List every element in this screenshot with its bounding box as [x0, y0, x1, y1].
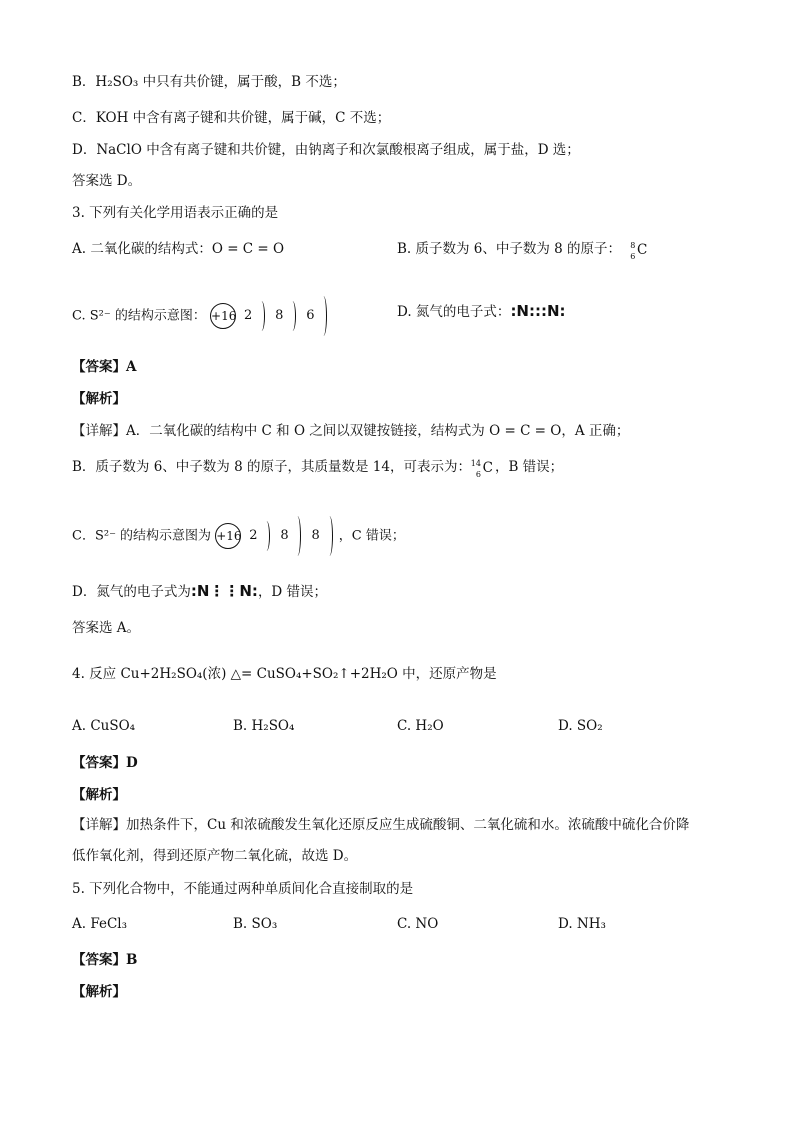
detail-text: ，D 错误； [257, 584, 328, 600]
detail-text: B．质子数为 6、中子数为 8 的原子，其质量数是 14，可表示为： [72, 459, 471, 475]
nucleus-circle: +16 [210, 303, 236, 329]
detail-line: 【详解】A．二氧化碳的结构中 C 和 O 之间以双键按链接，结构式为 O = C = O，A 正确； [72, 423, 630, 439]
text-line: D．NaClO 中含有离子键和共价键，由钠离子和次氯酸根离子组成，属于盐，D 选； [72, 142, 580, 158]
shell-arc [263, 521, 270, 551]
mass-number: 14 [470, 458, 481, 468]
answer-label: 【答案】D [72, 755, 138, 771]
option-d: D. NH₃ [558, 916, 606, 932]
text-line: C．KOH 中含有离子键和共价键，属于碱，C 不选； [72, 110, 391, 126]
shell-electrons: 2 [244, 308, 253, 323]
shell-arc [326, 516, 333, 556]
option-a: A. 二氧化碳的结构式：O = C = O [72, 241, 285, 257]
option-c-text: C. S²⁻ 的结构示意图： [72, 308, 206, 324]
nuclide-symbol [470, 458, 493, 479]
element-symbol: C [482, 459, 493, 476]
detail-line [72, 582, 327, 601]
option-c [72, 296, 329, 336]
shell-electrons: 8 [275, 308, 284, 323]
option-a: A. FeCl₃ [72, 916, 128, 932]
text-line: 答案选 D。 [72, 173, 142, 189]
shell-arc [258, 301, 265, 331]
element-symbol: C [637, 241, 648, 258]
shell-arc [294, 516, 301, 556]
option-b [397, 240, 648, 261]
answer-label: 【答案】B [72, 952, 138, 968]
atomic-number: 6 [475, 469, 481, 479]
detail-text: ，B 错误； [494, 459, 564, 475]
shell-electrons: 8 [311, 528, 320, 543]
shell-arc [289, 301, 296, 331]
shell-arc [320, 296, 327, 336]
answer-label: 【答案】A [72, 359, 137, 375]
analysis-label: 【解析】 [72, 984, 126, 1000]
shell-electrons: 8 [280, 528, 289, 543]
nucleus-circle: +16 [215, 523, 241, 549]
option-b: B. SO₃ [233, 916, 278, 932]
option-b-text: B. 质子数为 6、中子数为 8 的原子： [397, 241, 622, 257]
option-d [397, 302, 566, 321]
option-d: D. SO₂ [558, 718, 603, 734]
atomic-number: 6 [630, 251, 636, 261]
detail-line [72, 458, 563, 477]
shell-electrons: 2 [249, 528, 258, 543]
detail-line: 【详解】加热条件下，Cu 和浓硫酸发生氧化还原反应生成硫酸铜、二氧化硫和水。浓硫酸中硫化合价降 [72, 817, 690, 833]
detail-text: D．氮气的电子式为 [72, 584, 191, 600]
shell-electrons: 6 [306, 308, 315, 323]
mass-number: 8 [630, 240, 636, 250]
detail-line: 低作氧化剂，得到还原产物二氧化硫，故选 D。 [72, 848, 358, 864]
analysis-label: 【解析】 [72, 391, 126, 407]
detail-text: ，C 错误； [338, 528, 405, 544]
option-c: C. H₂O [397, 718, 444, 734]
question-3-stem: 3. 下列有关化学用语表示正确的是 [72, 205, 279, 221]
detail-text: C．S²⁻ 的结构示意图为 [72, 528, 212, 544]
detail-line [72, 516, 405, 556]
electron-formula: :N⋮⋮N: [190, 582, 258, 600]
electron-formula: :N:::N: [510, 302, 566, 320]
question-4-stem: 4. 反应 Cu+2H₂SO₄(浓) △= CuSO₄+SO₂↑+2H₂O 中，还原产物是 [72, 666, 497, 682]
question-5-stem: 5. 下列化合物中，不能通过两种单质间化合直接制取的是 [72, 881, 414, 897]
conclusion: 答案选 A。 [72, 620, 141, 636]
nuclide-symbol [625, 240, 648, 261]
text-line: B．H₂SO₃ 中只有共价键，属于酸，B 不选； [72, 74, 346, 90]
analysis-label: 【解析】 [72, 787, 126, 803]
option-b: B. H₂SO₄ [233, 718, 295, 734]
option-c: C. NO [397, 916, 439, 932]
option-d-text: D. 氮气的电子式： [397, 304, 511, 320]
option-a: A. CuSO₄ [72, 718, 136, 734]
